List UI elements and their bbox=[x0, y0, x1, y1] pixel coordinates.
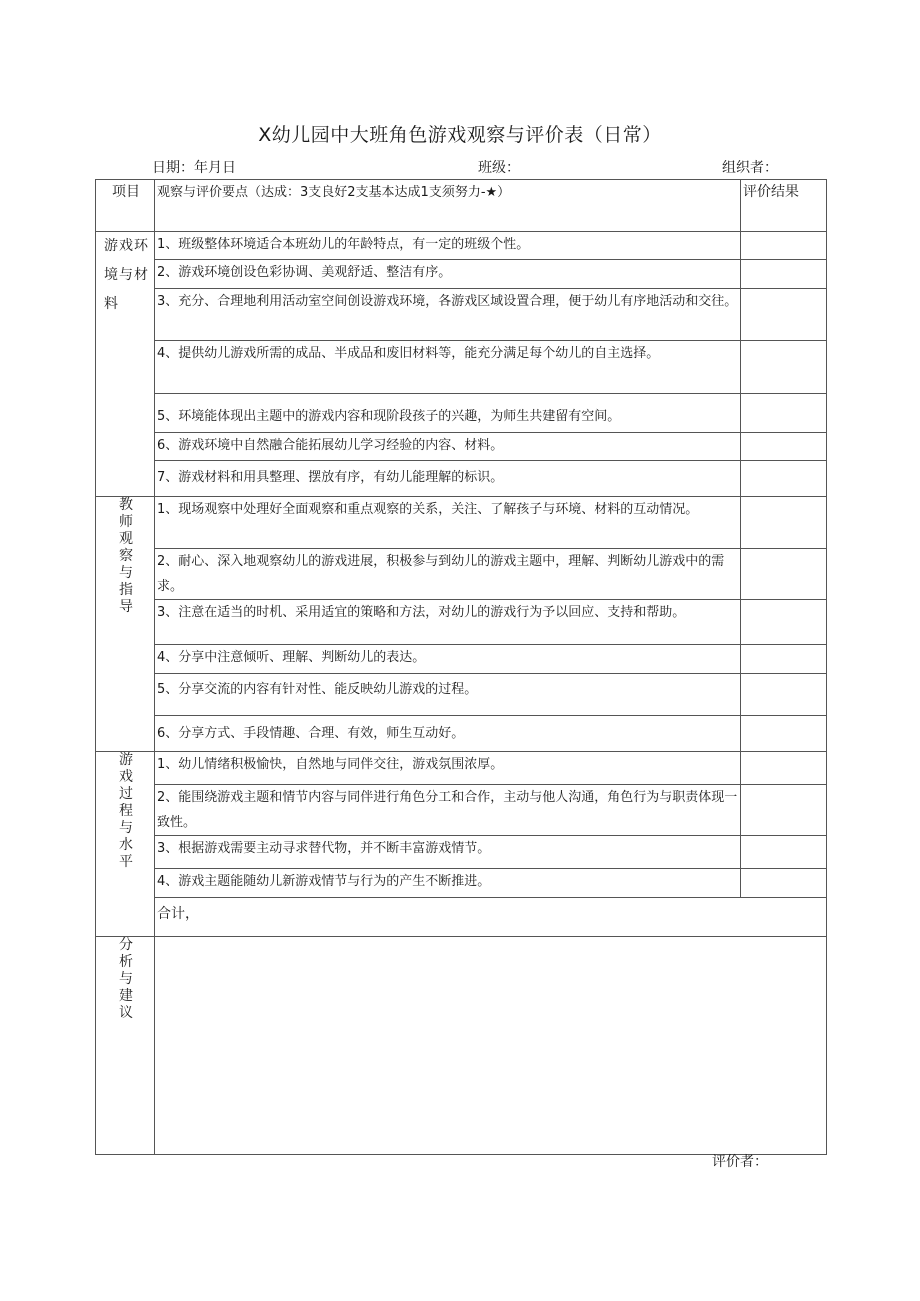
header-item: 项目 bbox=[96, 180, 155, 232]
result-cell[interactable] bbox=[741, 752, 827, 785]
criteria-item: 1、幼儿情绪积极愉快，自然地与同伴交往，游戏氛围浓厚。 bbox=[155, 752, 741, 785]
category-label: 教师观察与指导 bbox=[119, 497, 133, 615]
criteria-item: 3、根据游戏需要主动寻求替代物，并不断丰富游戏情节。 bbox=[155, 836, 741, 869]
criteria-item: 2、耐心、深入地观察幼儿的游戏进展，积极参与到幼儿的游戏主题中，理解、判断幼儿游戏中的需求。 bbox=[155, 549, 741, 600]
result-cell[interactable] bbox=[741, 260, 827, 289]
class-field: 班级： bbox=[478, 160, 520, 176]
criteria-item: 7、游戏材料和用具整理、摆放有序，有幼儿能理解的标识。 bbox=[155, 461, 741, 497]
evaluator-field: 评价者： bbox=[712, 1154, 768, 1170]
analysis-area[interactable] bbox=[155, 937, 827, 1155]
category-label: 游戏过程与水平 bbox=[119, 752, 133, 870]
criteria-item: 3、充分、合理地利用活动室空间创设游戏环境，各游戏区域设置合理，便于幼儿有序地活动和交往。 bbox=[155, 289, 741, 341]
criteria-item: 5、环境能体现出主题中的游戏内容和现阶段孩子的兴趣，为师生共建留有空间。 bbox=[155, 394, 741, 433]
category-game-process bbox=[96, 752, 155, 937]
criteria-item: 6、分享方式、手段情趣、合理、有效，师生互动好。 bbox=[155, 716, 741, 752]
result-cell[interactable] bbox=[741, 497, 827, 549]
result-cell[interactable] bbox=[741, 716, 827, 752]
total-row: 合计， bbox=[155, 898, 827, 937]
criteria-item: 5、分享交流的内容有针对性、能反映幼儿游戏的过程。 bbox=[155, 674, 741, 716]
page-title: X幼儿园中大班角色游戏观察与评价表（日常） bbox=[258, 124, 662, 146]
result-cell[interactable] bbox=[741, 785, 827, 836]
result-cell[interactable] bbox=[741, 232, 827, 260]
result-cell[interactable] bbox=[741, 836, 827, 869]
criteria-item: 2、能围绕游戏主题和情节内容与同伴进行角色分工和合作，主动与他人沟通，角色行为与职责体现一致性。 bbox=[155, 785, 741, 836]
result-cell[interactable] bbox=[741, 289, 827, 341]
category-teacher-observation bbox=[96, 497, 155, 752]
header-points: 观察与评价要点（达成：3支良好2支基本达成1支须努力-★） bbox=[155, 180, 741, 232]
category-analysis bbox=[96, 937, 155, 1155]
category-label: 游戏环境与材料 bbox=[104, 238, 148, 312]
result-cell[interactable] bbox=[741, 600, 827, 645]
criteria-item: 4、分享中注意倾听、理解、判断幼儿的表达。 bbox=[155, 645, 741, 674]
category-environment bbox=[96, 232, 155, 497]
criteria-item: 4、提供幼儿游戏所需的成品、半成品和废旧材料等，能充分满足每个幼儿的自主选择。 bbox=[155, 341, 741, 394]
criteria-item: 1、班级整体环境适合本班幼儿的年龄特点，有一定的班级个性。 bbox=[155, 232, 741, 260]
criteria-item: 3、注意在适当的时机、采用适宜的策略和方法，对幼儿的游戏行为予以回应、支持和帮助。 bbox=[155, 600, 741, 645]
result-cell[interactable] bbox=[741, 394, 827, 433]
result-cell[interactable] bbox=[741, 674, 827, 716]
criteria-item: 1、现场观察中处理好全面观察和重点观察的关系，关注、了解孩子与环境、材料的互动情况。 bbox=[155, 497, 741, 549]
header-result: 评价结果 bbox=[741, 180, 827, 232]
result-cell[interactable] bbox=[741, 869, 827, 898]
result-cell[interactable] bbox=[741, 461, 827, 497]
criteria-item: 6、游戏环境中自然融合能拓展幼儿学习经验的内容、材料。 bbox=[155, 433, 741, 461]
criteria-item: 4、游戏主题能随幼儿新游戏情节与行为的产生不断推进。 bbox=[155, 869, 741, 898]
organizer-field: 组织者： bbox=[722, 160, 778, 176]
result-cell[interactable] bbox=[741, 433, 827, 461]
date-field: 日期：年月日 bbox=[152, 160, 236, 176]
evaluation-table bbox=[95, 179, 827, 1155]
result-cell[interactable] bbox=[741, 645, 827, 674]
category-label: 分析与建议 bbox=[119, 937, 133, 1021]
criteria-item: 2、游戏环境创设色彩协调、美观舒适、整洁有序。 bbox=[155, 260, 741, 289]
result-cell[interactable] bbox=[741, 549, 827, 600]
result-cell[interactable] bbox=[741, 341, 827, 394]
